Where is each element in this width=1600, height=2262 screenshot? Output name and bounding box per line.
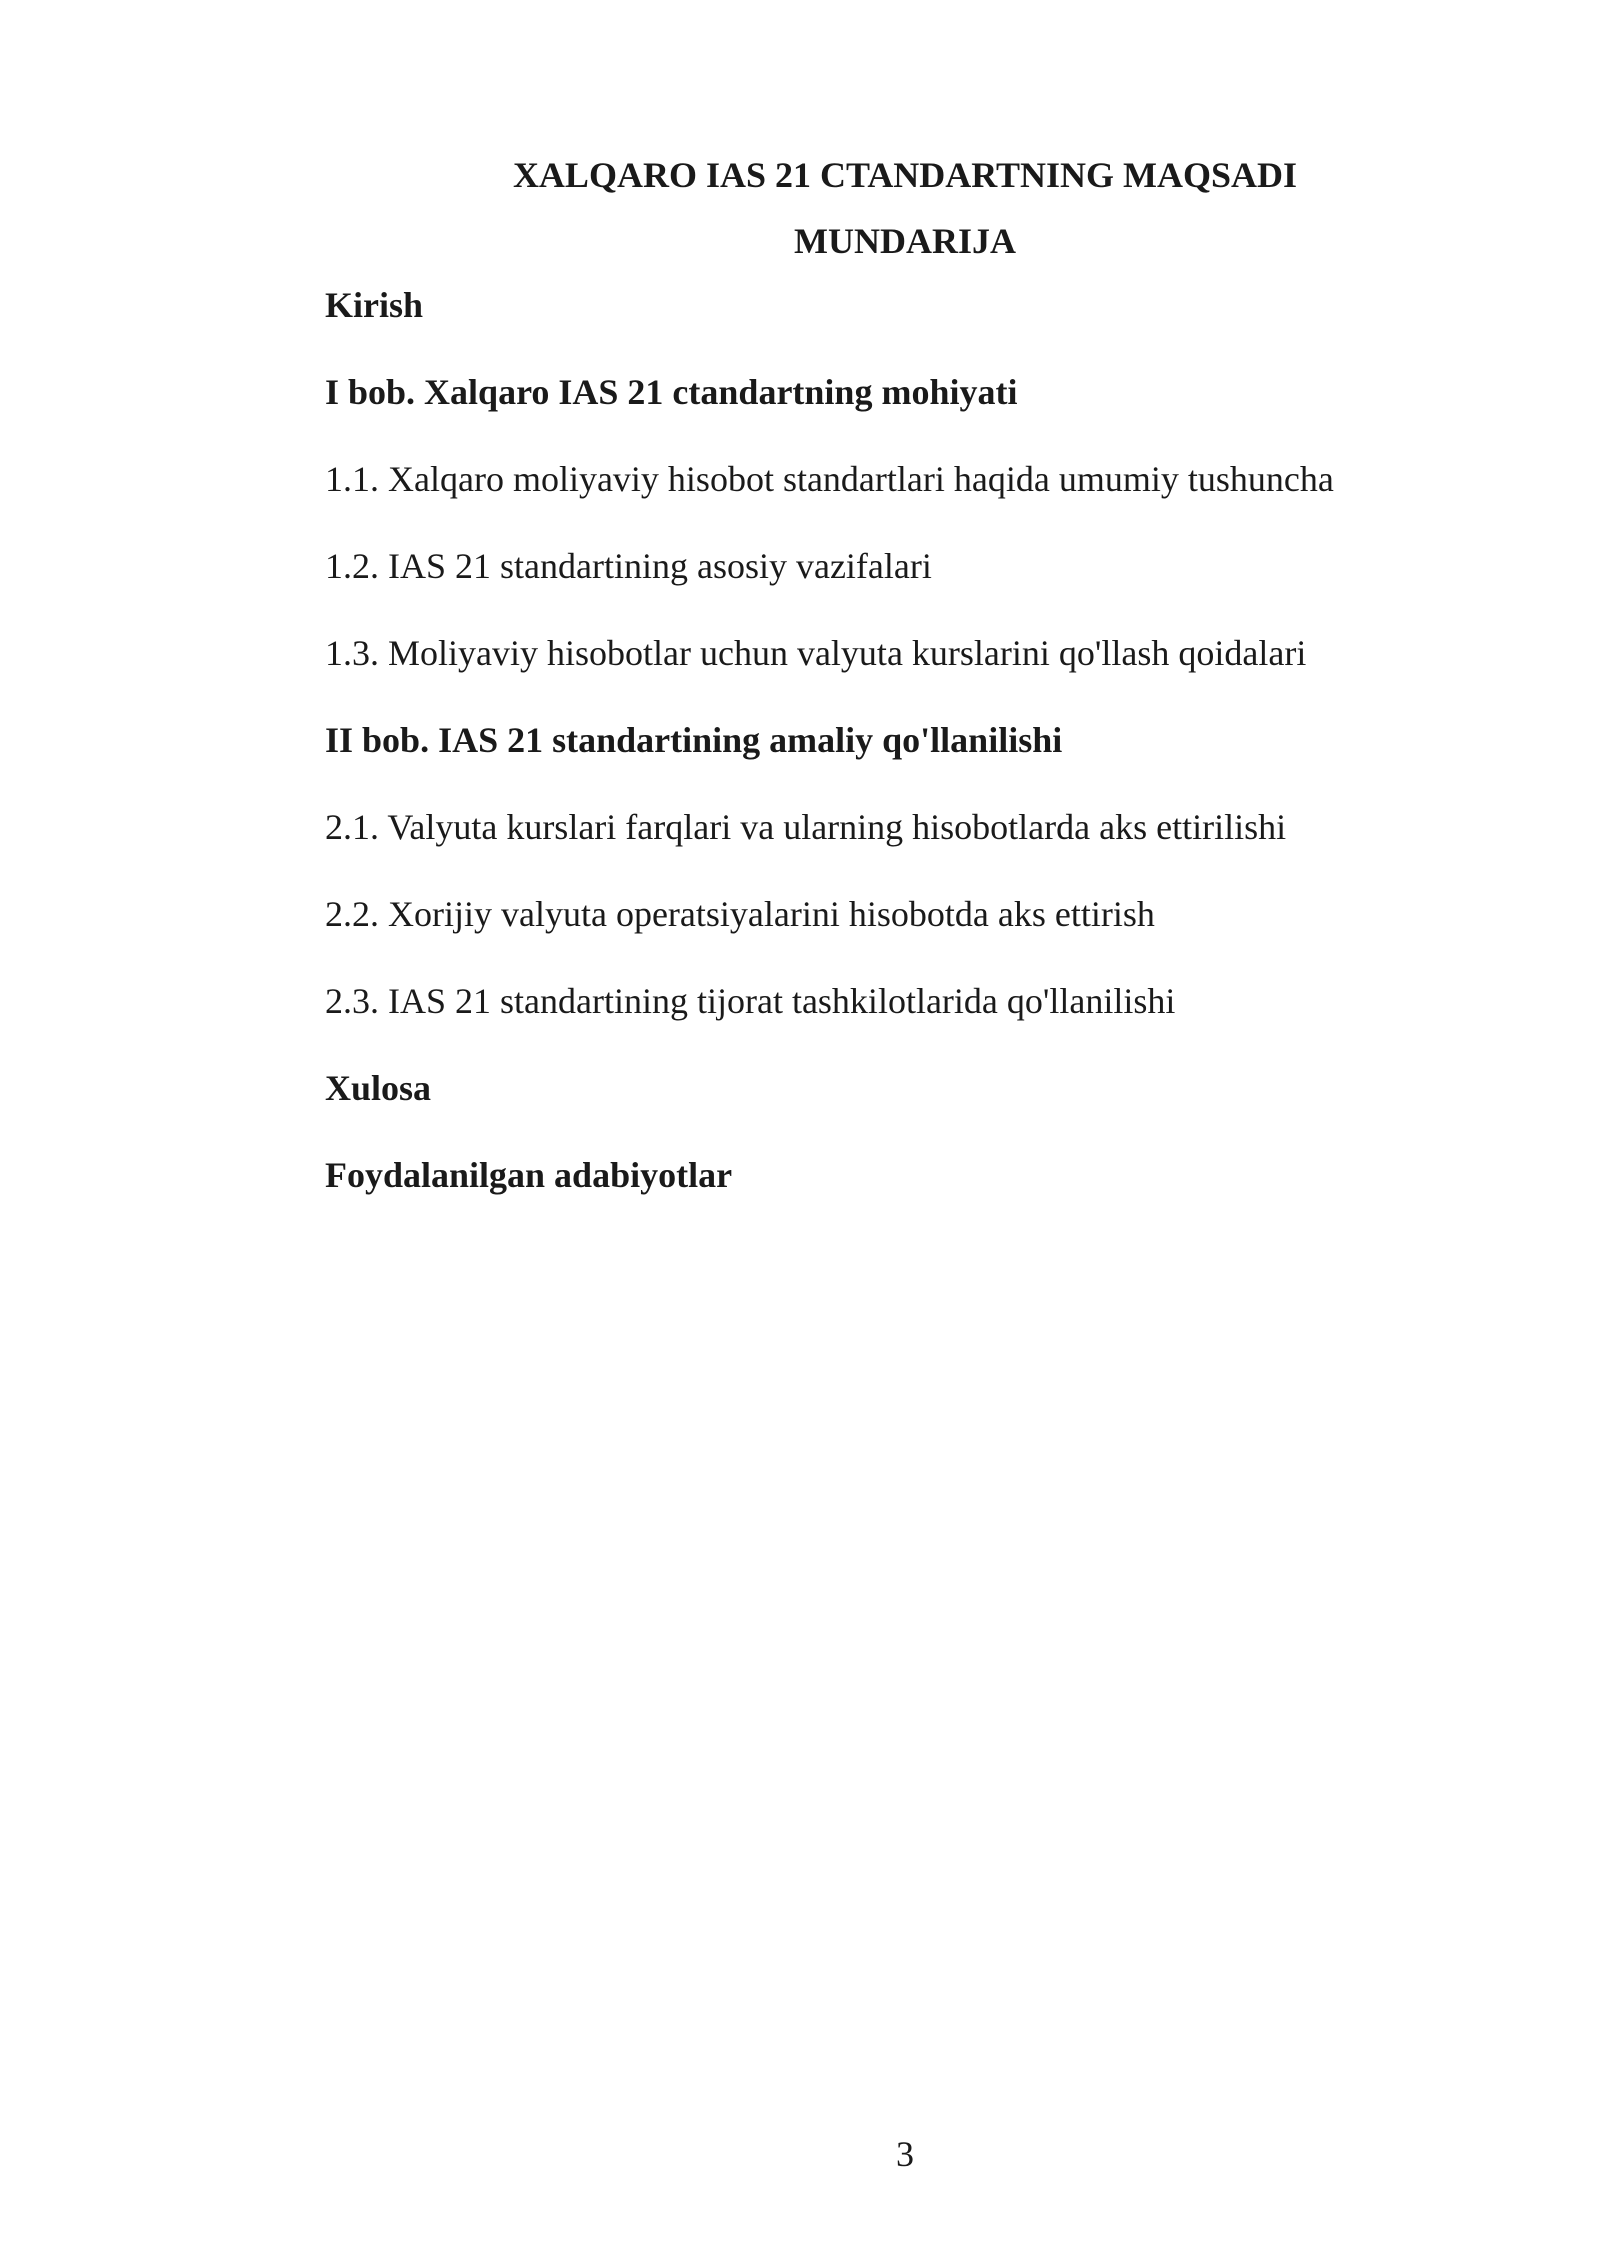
toc-entry-conclusion: Xulosa <box>325 1068 432 1108</box>
toc-entry-references: Foydalanilgan adabiyotlar <box>325 1155 733 1195</box>
toc-entry-section-2-2: 2.2. Xorijiy valyuta operatsiyalarini hisobotda aks ettirish <box>325 894 1155 934</box>
toc-entry-section-2-3: 2.3. IAS 21 standartining tijorat tashkilotlarida qo'llanilishi <box>325 981 1176 1021</box>
toc-entry-section-1-3: 1.3. Moliyaviy hisobotlar uchun valyuta kurslarini qo'llash qoidalari <box>325 633 1307 673</box>
toc-entry-section-2-1: 2.1. Valyuta kurslari farqlari va ularning hisobotlarda aks ettirilishi <box>325 807 1287 847</box>
contents-heading: MUNDARIJA <box>794 221 1016 261</box>
page-number: 3 <box>896 2134 914 2174</box>
toc-entry-section-1-1: 1.1. Xalqaro moliyaviy hisobot standartlari haqida umumiy tushuncha <box>325 459 1334 499</box>
toc-entry-chapter-1: I bob. Xalqaro IAS 21 ctandartning mohiyati <box>325 372 1018 412</box>
toc-entry-chapter-2: II bob. IAS 21 standartining amaliy qo'llanilishi <box>325 720 1063 760</box>
toc-entry-introduction: Kirish <box>325 285 424 325</box>
document-title: XALQARO IAS 21 CTANDARTNING MAQSADI <box>512 155 1298 195</box>
toc-entry-section-1-2: 1.2. IAS 21 standartining asosiy vazifalari <box>325 546 932 586</box>
table-of-contents <box>325 280 1525 1237</box>
